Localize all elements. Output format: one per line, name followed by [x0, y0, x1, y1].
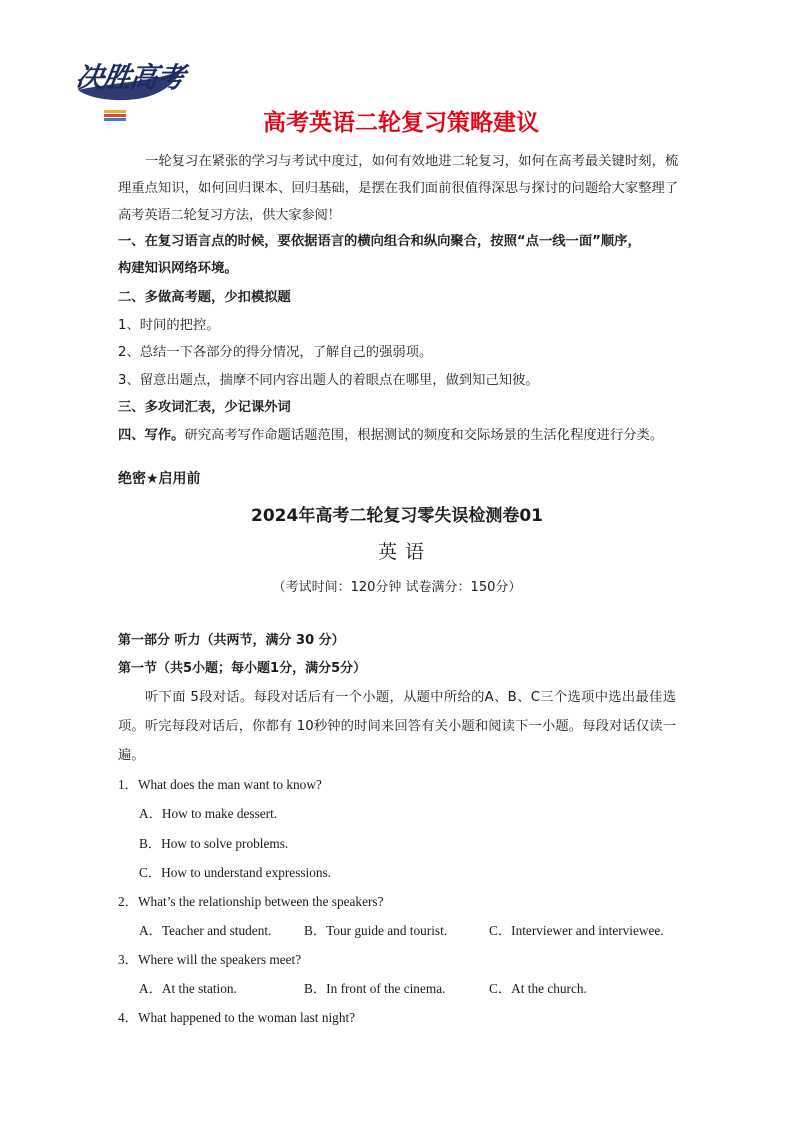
- exam-title: 2024年高考二轮复习零失误检测卷01: [251, 506, 543, 526]
- confidential-label: 绝密★启用前: [118, 471, 201, 487]
- question-1-option-b: B．How to solve problems.: [139, 836, 289, 851]
- advice-item-3: 三、多攻词汇表，少记课外词: [118, 400, 291, 415]
- advice-sub-1: 1、时间的把控。: [118, 318, 220, 333]
- part-one-heading: 第一部分 听力（共两节，满分 30 分）: [118, 633, 345, 648]
- main-title: 高考英语二轮复习策略建议: [263, 110, 539, 136]
- advice-item-4-label: 四、写作。: [118, 428, 185, 443]
- question-1-option-a: A．How to make dessert.: [139, 806, 278, 821]
- exam-info: （考试时间：120分钟 试卷满分：150分）: [272, 580, 522, 595]
- advice-item-2: 二、多做高考题，少扣模拟题: [118, 290, 291, 305]
- question-2: 2．What’s the relationship between the speakers?: [118, 894, 384, 909]
- advice-item-4-text: 研究高考写作命题话题范围，根据测试的频度和交际场景的生活化程度进行分类。: [184, 428, 664, 443]
- question-3: 3．Where will the speakers meet?: [118, 952, 302, 967]
- question-3-option-b: B．In front of the cinema.: [304, 981, 446, 996]
- question-1-option-c: C．How to understand expressions.: [139, 865, 332, 880]
- section-one-heading: 第一节（共5小题；每小题1分，满分5分）: [118, 661, 367, 676]
- question-3-option-c: C．At the church.: [489, 981, 587, 996]
- advice-sub-2: 2、总结一下各部分的得分情况，了解自己的强弱项。: [118, 345, 433, 360]
- question-1: 1．What does the man want to know?: [118, 777, 322, 792]
- question-2-option-a: A．Teacher and student.: [139, 923, 272, 938]
- question-3-option-a: A．At the station.: [139, 981, 237, 996]
- intro-paragraph: 一轮复习在紧张的学习与考试中度过，如何有效地进二轮复习，如何在高考最关键时刻，梳理重点知识，如何回归课本、回归基础，是摆在我们面前很值得深思与探讨的问题给大家整理了高考英语二轮复习方法，供大家参阅！: [118, 154, 678, 223]
- question-2-option-c: C．Interviewer and interviewee.: [489, 923, 664, 938]
- advice-sub-3: 3、留意出题点，揣摩不同内容出题人的着眼点在哪里，做到知己知彼。: [118, 373, 539, 388]
- question-2-option-b: B．Tour guide and tourist.: [304, 923, 448, 938]
- exam-subject: 英语: [377, 541, 432, 563]
- advice-item-1-line-1: 一、在复习语言点的时候，要依据语言的横向组合和纵向聚合，按照“点一线一面”顺序，: [118, 234, 641, 249]
- logo-text: 决胜高考: [73, 61, 187, 94]
- listening-directions: 听下面 5段对话。每段对话后有一个小题，从题中所给的A、B、C三个选项中选出最佳选项。听完每段对话后，你都有 10秒钟的时间来回答有关小题和阅读下一小题。每段对话仅读一遍。: [118, 690, 676, 763]
- advice-item-1-line-2: 构建知识网络环境。: [118, 261, 238, 276]
- advice-item-4: [118, 424, 663, 443]
- question-4: 4．What happened to the woman last night?: [118, 1010, 356, 1025]
